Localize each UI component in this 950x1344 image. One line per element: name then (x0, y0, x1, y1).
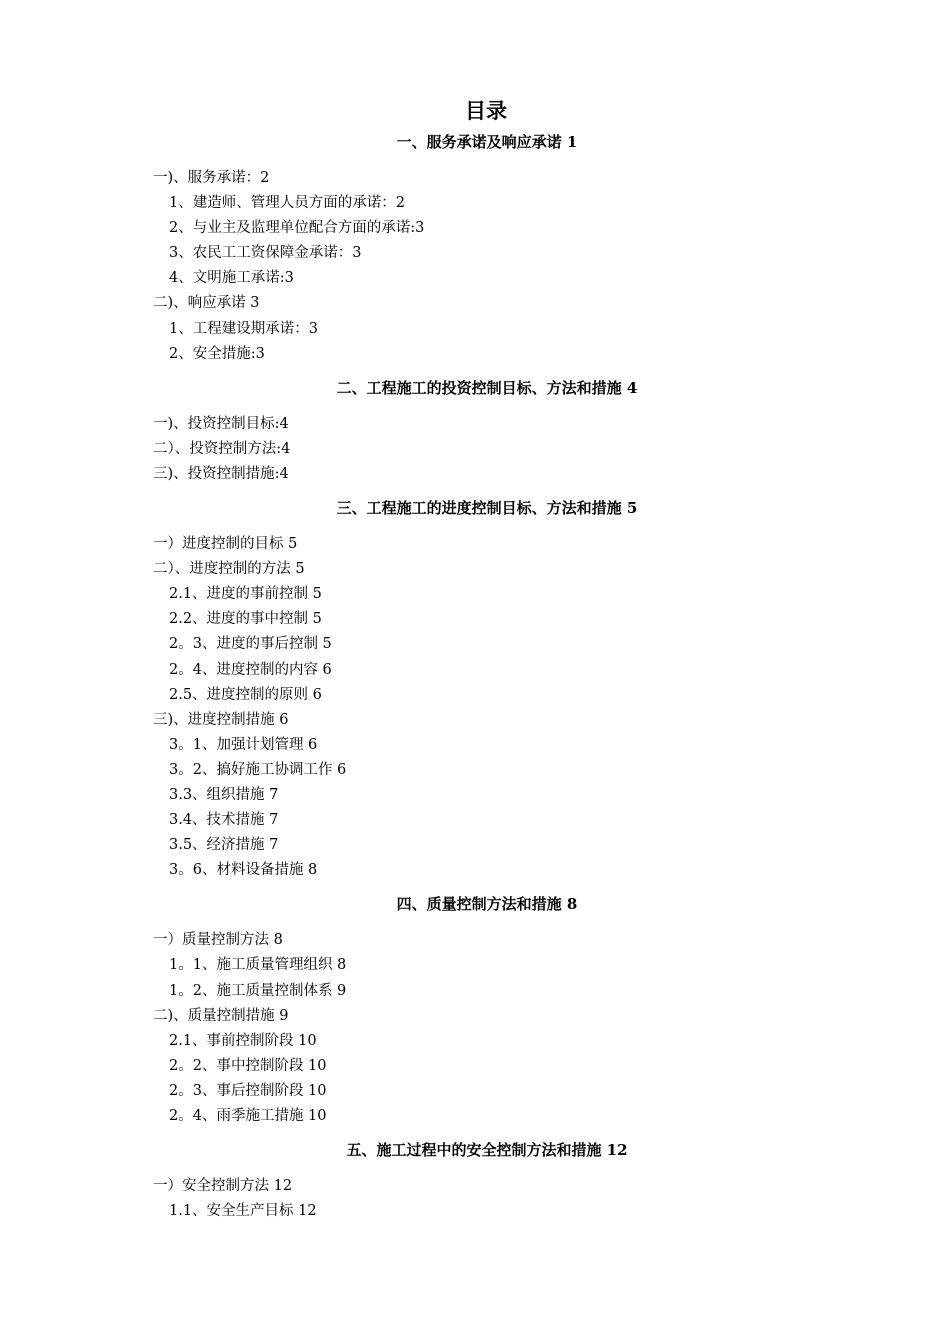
toc-entry[interactable]: 1.1、安全生产目标 12 (169, 1203, 317, 1220)
toc-entry[interactable]: 2。4、雨季施工措施 10 (169, 1108, 327, 1124)
toc-entry[interactable]: 3.4、技术措施 7 (169, 812, 279, 829)
toc-entry[interactable]: 1、建造师、管理人员方面的承诺：2 (169, 195, 405, 212)
toc-entry[interactable]: 1。2、施工质量控制体系 9 (169, 982, 347, 999)
toc-entry[interactable]: 2、安全措施:3 (169, 345, 265, 362)
toc-section-heading[interactable]: 五、施工过程中的安全控制方法和措施 12 (346, 1141, 628, 1160)
toc-entry[interactable]: 二）、投资控制方法:4 (153, 440, 291, 457)
toc-entry[interactable]: 3.5、经济措施 7 (169, 837, 279, 854)
table-of-contents (153, 128, 833, 1224)
toc-entry[interactable]: 二）、进度控制的方法 5 (153, 561, 305, 578)
toc-section-heading[interactable]: 三、工程施工的进度控制目标、方法和措施 5 (336, 499, 638, 518)
toc-entry[interactable]: 1、工程建设期承诺：3 (169, 320, 318, 337)
toc-entry[interactable]: 一)、投资控制目标:4 (153, 415, 289, 432)
toc-section-heading[interactable]: 四、质量控制方法和措施 8 (396, 895, 578, 914)
toc-entry[interactable]: 3。2、搞好施工协调工作 6 (169, 761, 347, 778)
toc-section-heading[interactable]: 二、工程施工的投资控制目标、方法和措施 4 (336, 378, 638, 397)
toc-entry[interactable]: 2。3、进度的事后控制 5 (169, 636, 332, 653)
toc-entry[interactable]: 三)、进度控制措施 6 (153, 711, 289, 728)
toc-section-heading[interactable]: 一、服务承诺及响应承诺 1 (396, 133, 578, 151)
toc-entry[interactable]: 2.1、进度的事前控制 5 (169, 586, 322, 603)
toc-entry[interactable]: 1。1、施工质量管理组织 8 (169, 957, 347, 974)
toc-entry[interactable]: 二)、响应承诺 3 (153, 295, 260, 312)
toc-entry[interactable]: 3。1、加强计划管理 6 (169, 736, 318, 753)
toc-entry[interactable]: 一）安全控制方法 12 (153, 1178, 293, 1195)
toc-entry[interactable]: 3。6、材料设备措施 8 (169, 862, 318, 879)
toc-entry[interactable]: 2。3、事后控制阶段 10 (169, 1082, 327, 1099)
toc-entry[interactable]: 2、与业主及监理单位配合方面的承诺:3 (169, 220, 425, 237)
toc-entry[interactable]: 一)、服务承诺：2 (153, 170, 270, 186)
toc-entry[interactable]: 2.1、事前控制阶段 10 (169, 1032, 317, 1049)
toc-entry[interactable]: 2。4、进度控制的内容 6 (169, 661, 332, 678)
toc-entry[interactable]: 一）进度控制的目标 5 (153, 536, 298, 553)
toc-entry[interactable]: 3.3、组织措施 7 (169, 786, 279, 803)
toc-title: 目录 (465, 99, 507, 123)
toc-entry[interactable]: 一）质量控制方法 8 (153, 932, 283, 949)
toc-entry[interactable]: 2.2、进度的事中控制 5 (169, 611, 322, 628)
toc-entry[interactable]: 二)、质量控制措施 9 (153, 1007, 289, 1024)
toc-entry[interactable]: 3、农民工工资保障金承诺：3 (169, 245, 362, 262)
toc-entry[interactable]: 三)、投资控制措施:4 (153, 465, 289, 482)
toc-entry[interactable]: 2.5、进度控制的原则 6 (169, 686, 322, 703)
toc-entry[interactable]: 2。2、事中控制阶段 10 (169, 1057, 327, 1074)
toc-entry[interactable]: 4、文明施工承诺:3 (169, 270, 294, 287)
